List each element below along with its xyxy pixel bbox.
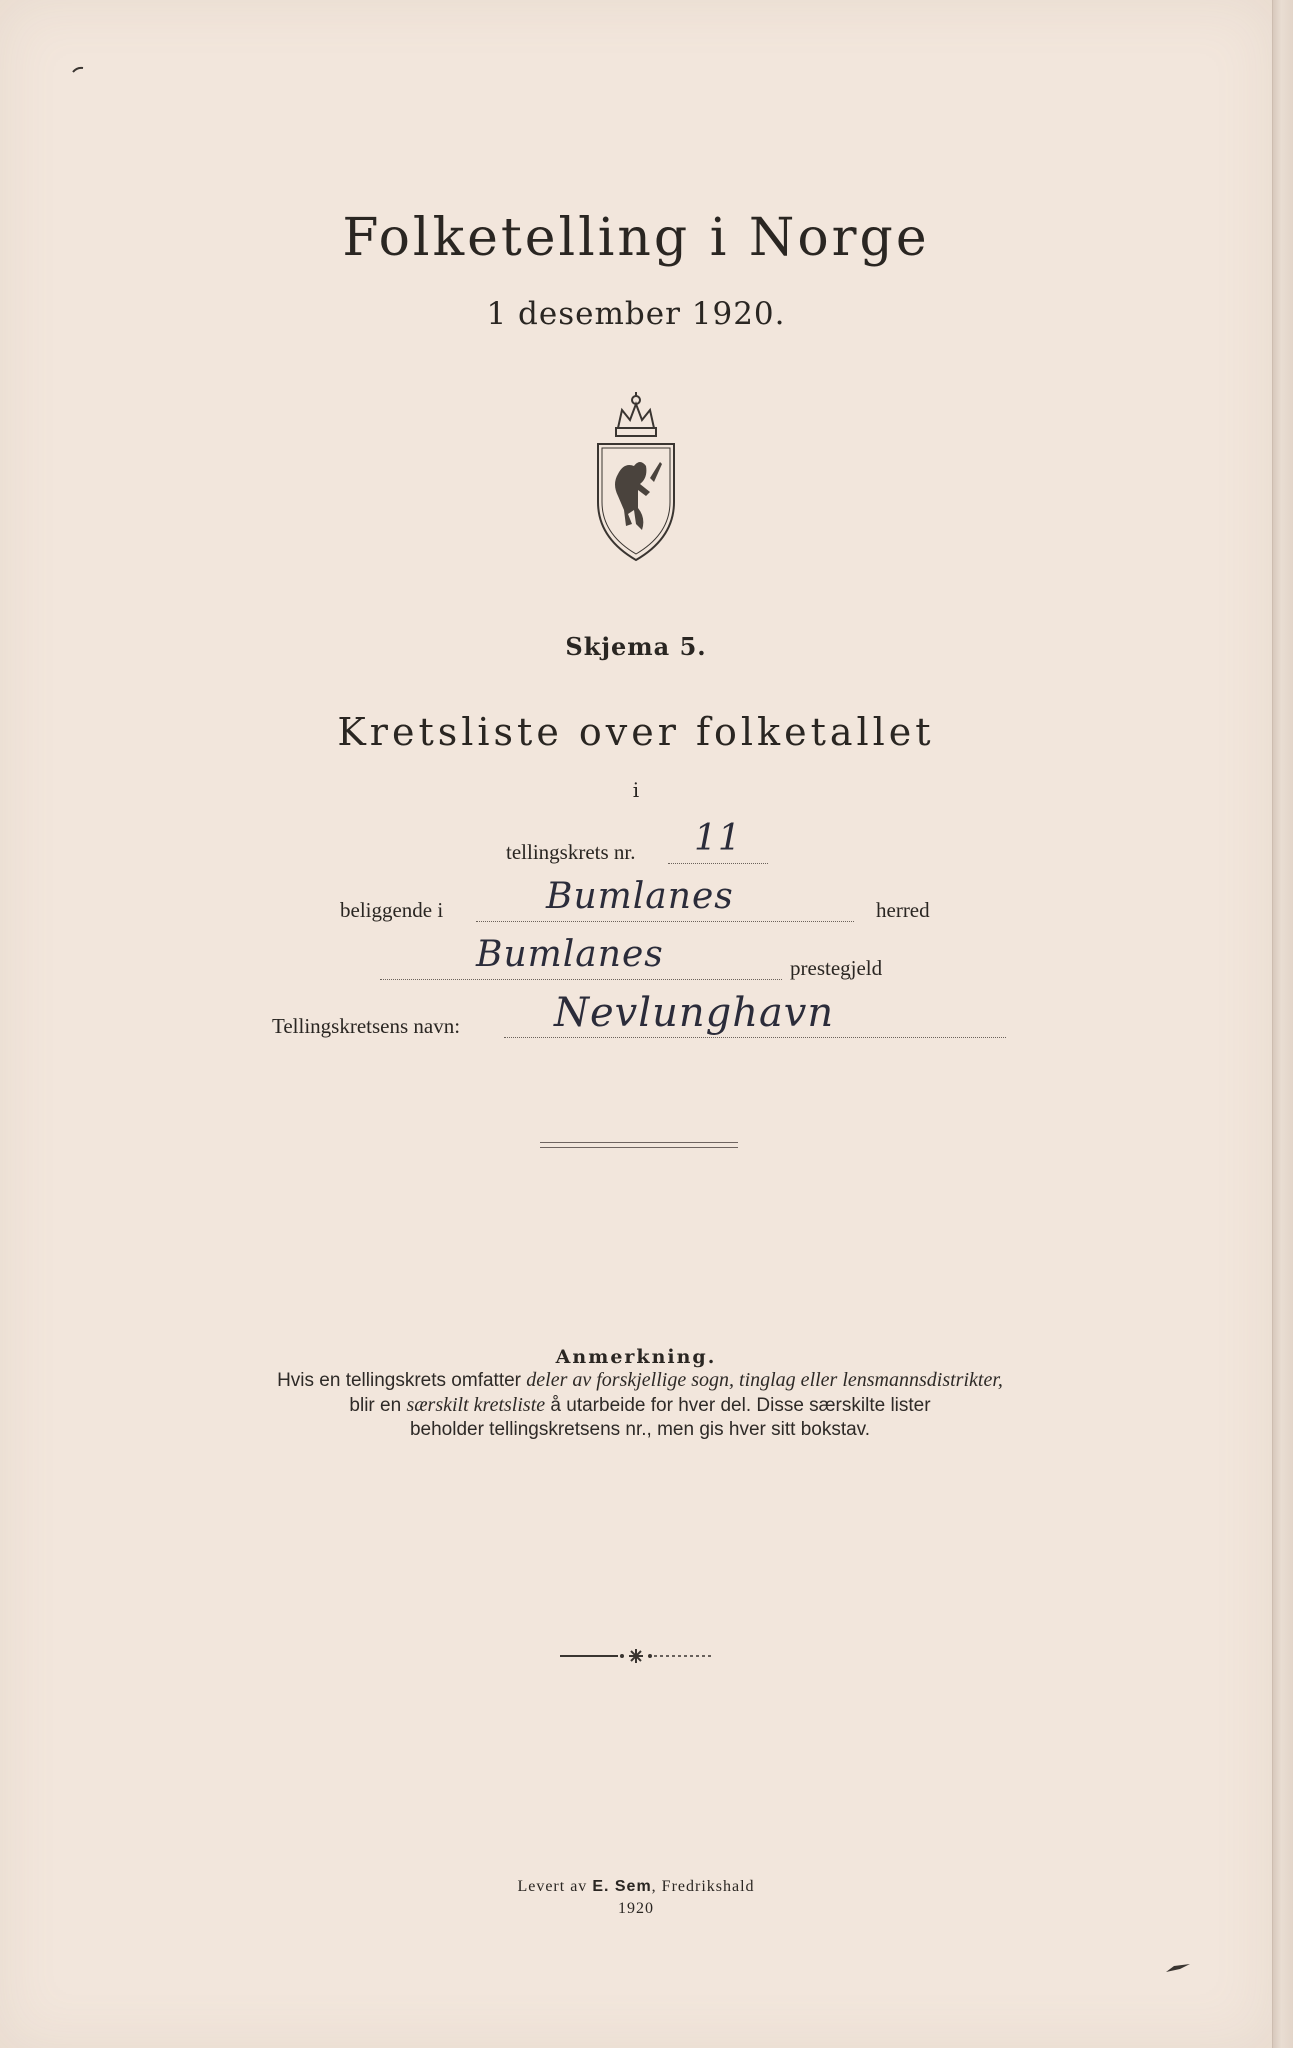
page-title: Folketelling i Norge [342,208,930,268]
star-divider-icon [560,1646,712,1666]
census-date: 1 desember 1920. [486,296,786,332]
district-number-field[interactable]: 11 [694,818,742,859]
printer-credit [0,1876,1272,1920]
printer-year: 1920 [618,1900,654,1917]
note-line-1 [200,1368,1080,1393]
printer-location: , Fredrikshald [651,1878,755,1895]
herred-field[interactable]: Bumlanes [546,876,734,917]
district-name-field[interactable]: Nevlunghavn [554,990,835,1036]
double-rule-divider [540,1142,738,1148]
printer-name: E. Sem [592,1878,652,1895]
form-subtitle: Kretsliste over folketallet [337,710,935,754]
prestegjeld-field[interactable]: Bumlanes [476,934,664,975]
district-name-label: Tellingskretsens navn: [272,1014,461,1038]
located-label: beliggende i [340,898,444,922]
district-field-line [668,862,768,864]
note-line-3: beholder tellingskretsens nr., men gis hver sitt bokstav. [409,1419,871,1440]
note-line-2-start: blir en [349,1395,407,1416]
note-line-1-start: Hvis en tellingskrets omfatter [277,1370,527,1391]
page-edge [1272,0,1293,2048]
parish-field-line [380,978,782,980]
note-text [200,1368,1080,1442]
preposition: i [632,778,640,802]
note-line-1-italic: deler av forskjellige sogn, tinglag eller lensmannsdistrikter, [526,1369,1003,1391]
located-field-line [476,920,854,922]
printer-line [0,1876,1272,1898]
ink-mark [1164,1960,1192,1974]
note-line-2 [200,1393,1080,1418]
note-heading: Anmerkning. [555,1346,717,1368]
coat-of-arms-icon [588,392,684,564]
district-label: tellingskrets nr. [506,840,636,864]
printer-prefix: Levert av [517,1878,593,1895]
ink-mark [72,66,84,74]
note-line-2-end: å utarbeide for hver del. Disse særskilte lister [545,1395,931,1416]
schema-number: Skjema 5. [565,632,707,661]
herred-label: herred [876,898,930,922]
prestegjeld-label: prestegjeld [790,956,883,980]
district-name-field-line [504,1036,1006,1038]
note-line-2-italic: særskilt kretsliste [406,1394,546,1416]
